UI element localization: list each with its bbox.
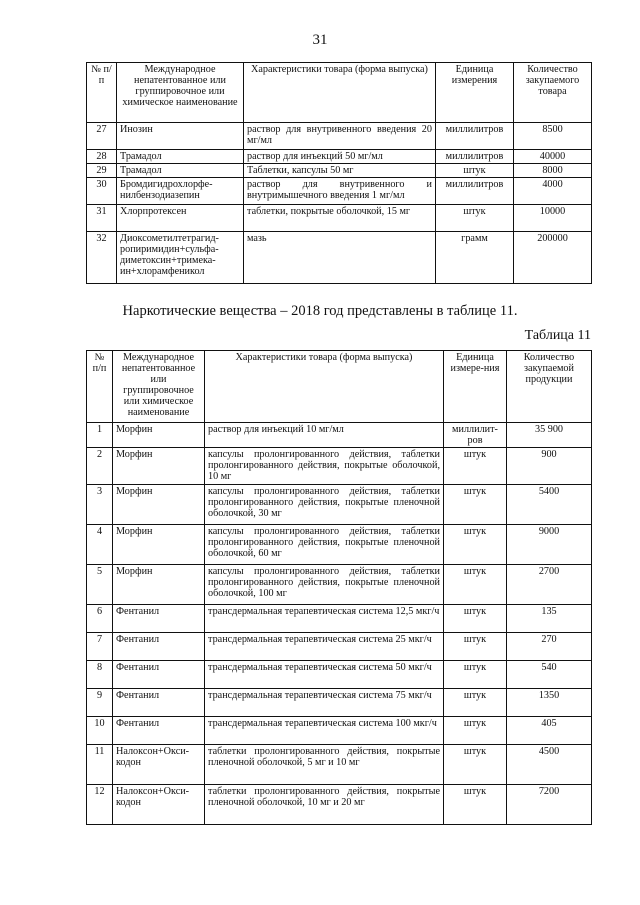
table-body [87,423,592,825]
cell-number: 28 [87,150,117,164]
cell-name: Налоксон+Окси-кодон [113,745,205,785]
cell-unit: штук [436,164,514,178]
cell-quantity: 4500 [507,745,592,785]
cell-quantity: 405 [507,717,592,745]
table-row [87,123,592,150]
cell-number: 6 [87,605,113,633]
cell-number: 11 [87,745,113,785]
cell-number: 31 [87,205,117,232]
cell-quantity: 200000 [514,232,592,284]
cell-characteristics: трансдермальная терапевтическая система 12,5 мкг/ч [205,605,444,633]
header-number: № п/п [87,63,117,123]
table-row [87,745,592,785]
cell-characteristics: таблетки, покрытые оболочкой, 15 мг [244,205,436,232]
cell-name: Морфин [113,525,205,565]
cell-number: 8 [87,661,113,689]
cell-unit: штук [444,605,507,633]
table-row [87,717,592,745]
cell-name: Фентанил [113,605,205,633]
table-row [87,605,592,633]
cell-quantity: 4000 [514,178,592,205]
cell-characteristics: капсулы пролонгированного действия, таблетки пролонгированного действия, покрытые пленочной оболочкой, 30 мг [205,485,444,525]
table-row [87,448,592,485]
cell-quantity: 1350 [507,689,592,717]
cell-quantity: 900 [507,448,592,485]
header-quantity: Количество закупаемой продукции [507,351,592,423]
table-header-row [87,63,592,123]
cell-quantity: 8000 [514,164,592,178]
cell-unit: штук [444,565,507,605]
table-row [87,565,592,605]
cell-name: Морфин [113,485,205,525]
cell-characteristics: капсулы пролонгированного действия, таблетки пролонгированного действия, покрытые пленочной оболочкой, 60 мг [205,525,444,565]
cell-name: Бромдигидрохлорфе-нилбензодиазепин [117,178,244,205]
table-caption: Наркотические вещества – 2018 год представлены в таблице 11. [122,303,518,319]
cell-unit: штук [444,448,507,485]
header-quantity: Количество закупаемого товара [514,63,592,123]
cell-quantity: 35 900 [507,423,592,448]
cell-characteristics: капсулы пролонгированного действия, таблетки пролонгированного действия, покрытые оболочкой, 10 мг [205,448,444,485]
cell-number: 5 [87,565,113,605]
cell-characteristics: трансдермальная терапевтическая система 50 мкг/ч [205,661,444,689]
cell-unit: миллилитров [436,178,514,205]
cell-number: 32 [87,232,117,284]
cell-name: Морфин [113,565,205,605]
table-row [87,661,592,689]
header-unit: Единица измере-ния [444,351,507,423]
table-row [87,423,592,448]
cell-unit: миллилит-ров [444,423,507,448]
cell-number: 9 [87,689,113,717]
cell-quantity: 10000 [514,205,592,232]
cell-name: Фентанил [113,689,205,717]
cell-name: Морфин [113,448,205,485]
table-label: Таблица 11 [524,328,591,343]
table-row [87,150,592,164]
cell-number: 4 [87,525,113,565]
cell-quantity: 7200 [507,785,592,825]
cell-unit: штук [436,205,514,232]
cell-unit: штук [444,689,507,717]
cell-number: 2 [87,448,113,485]
cell-unit: миллилитров [436,123,514,150]
cell-unit: штук [444,785,507,825]
cell-name: Фентанил [113,661,205,689]
cell-characteristics: раствор для внутривенного и внутримышечного введения 1 мг/мл [244,178,436,205]
cell-characteristics: раствор для инъекций 50 мг/мл [244,150,436,164]
cell-number: 3 [87,485,113,525]
cell-name: Трамадол [117,164,244,178]
narcotics-table [86,350,592,825]
cell-quantity: 8500 [514,123,592,150]
cell-characteristics: Таблетки, капсулы 50 мг [244,164,436,178]
cell-characteristics: трансдермальная терапевтическая система 100 мкг/ч [205,717,444,745]
table-row [87,232,592,284]
cell-unit: штук [444,745,507,785]
cell-name: Фентанил [113,633,205,661]
header-characteristics: Характеристики товара (форма выпуска) [205,351,444,423]
table-row [87,485,592,525]
cell-quantity: 540 [507,661,592,689]
header-name: Международное непатентованное или группировочное или химическое наименование [117,63,244,123]
cell-unit: штук [444,633,507,661]
cell-characteristics: капсулы пролонгированного действия, таблетки пролонгированного действия, покрытые пленочной оболочкой, 100 мг [205,565,444,605]
table-row [87,525,592,565]
cell-unit: штук [444,661,507,689]
table-row [87,164,592,178]
cell-unit: штук [444,485,507,525]
cell-characteristics: раствор для инъекций 10 мг/мл [205,423,444,448]
header-unit: Единица измерения [436,63,514,123]
cell-name: Диоксометилтетрагид-ропиримидин+сульфа-диметоксин+тримека-ин+хлорамфеникол [117,232,244,284]
cell-number: 29 [87,164,117,178]
cell-characteristics: таблетки пролонгированного действия, покрытые пленочной оболочкой, 5 мг и 10 мг [205,745,444,785]
cell-quantity: 135 [507,605,592,633]
table-row [87,689,592,717]
cell-unit: миллилитров [436,150,514,164]
table-row [87,178,592,205]
cell-quantity: 9000 [507,525,592,565]
table-row [87,633,592,661]
cell-quantity: 5400 [507,485,592,525]
cell-number: 12 [87,785,113,825]
cell-name: Хлорпротексен [117,205,244,232]
header-name: Международное непатентованное или группировочное или химическое наименование [113,351,205,423]
cell-number: 1 [87,423,113,448]
cell-number: 10 [87,717,113,745]
cell-quantity: 40000 [514,150,592,164]
header-number: № п/п [87,351,113,423]
cell-name: Морфин [113,423,205,448]
cell-unit: грамм [436,232,514,284]
page-number: 31 [312,32,328,48]
cell-number: 27 [87,123,117,150]
cell-name: Налоксон+Окси-кодон [113,785,205,825]
header-characteristics: Характеристики товара (форма выпуска) [244,63,436,123]
cell-quantity: 270 [507,633,592,661]
cell-characteristics: трансдермальная терапевтическая система 75 мкг/ч [205,689,444,717]
cell-name: Инозин [117,123,244,150]
cell-unit: штук [444,717,507,745]
cell-name: Трамадол [117,150,244,164]
table-header-row [87,351,592,423]
cell-characteristics: таблетки пролонгированного действия, покрытые пленочной оболочкой, 10 мг и 20 мг [205,785,444,825]
cell-name: Фентанил [113,717,205,745]
cell-characteristics: трансдермальная терапевтическая система 25 мкг/ч [205,633,444,661]
table-body [87,123,592,284]
cell-quantity: 2700 [507,565,592,605]
cell-number: 30 [87,178,117,205]
cell-characteristics: мазь [244,232,436,284]
cell-number: 7 [87,633,113,661]
table-row [87,785,592,825]
medicines-table-continued [86,62,592,284]
cell-unit: штук [444,525,507,565]
table-row [87,205,592,232]
cell-characteristics: раствор для внутривенного введения 20 мг/мл [244,123,436,150]
